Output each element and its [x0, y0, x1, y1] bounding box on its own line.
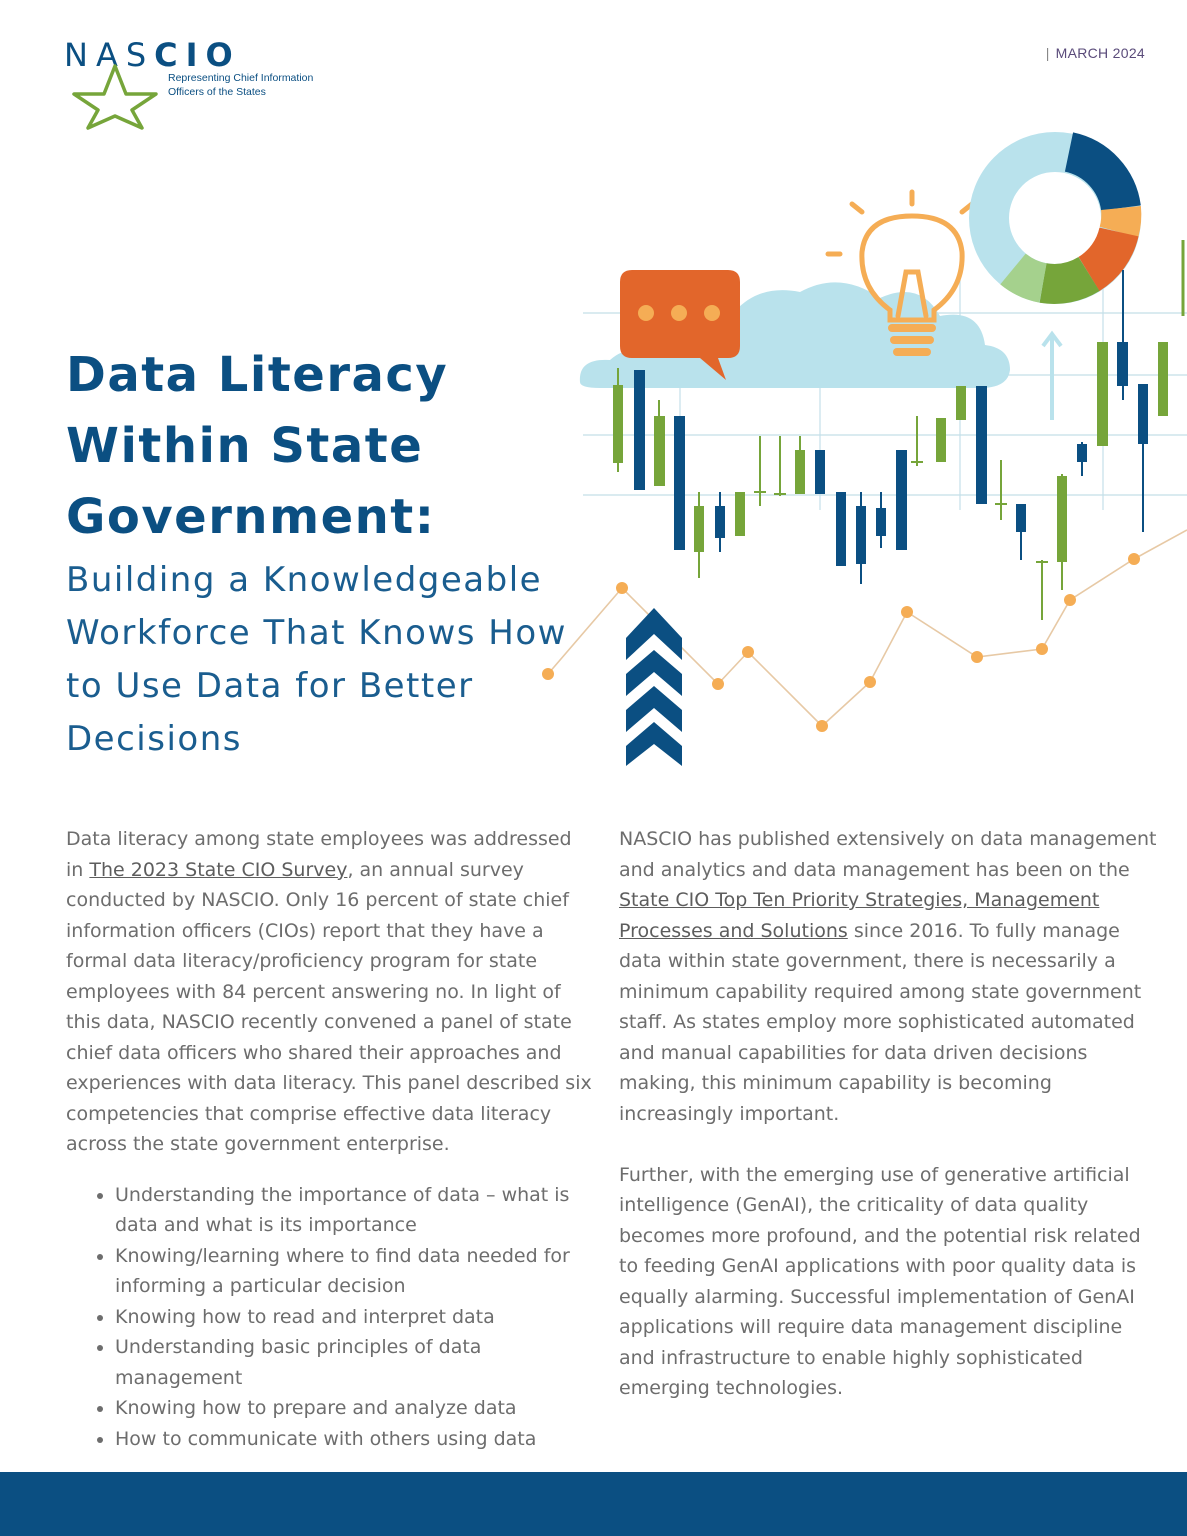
chevron-up-arrow-icon	[626, 608, 682, 766]
right-column	[619, 824, 1159, 1404]
nascio-logo	[62, 36, 342, 132]
list-item: • Knowing/learning where to find data needed for informing a particular decision	[115, 1241, 594, 1302]
left-column	[66, 824, 594, 1454]
page-title: Data Literacy Within State Government:	[66, 347, 449, 545]
star-icon	[70, 64, 160, 130]
date-separator: |	[1045, 45, 1050, 61]
up-arrow-icon	[1043, 334, 1061, 420]
list-item: • How to communicate with others using data	[115, 1424, 594, 1455]
competencies-list	[66, 1180, 594, 1455]
donut-chart-graphic	[989, 152, 1121, 284]
publication-date	[1046, 45, 1145, 61]
genai-paragraph: Further, with the emerging use of generative artificial intelligence (GenAI), the criticality of data quality becomes more profound, and the potential risk related to feeding GenAI applications with poor quality data is equally alarming. Successful implementation of GenAI applications will require data management discipline and infrastructure to enable highly sophisticated emerging technologies.	[619, 1163, 1141, 1399]
priorities-paragraph: NASCIO has published extensively on data management and analytics and data management has been on the State CIO Top Ten Priority Strategies, Management Processes and Solutions since 2016. To fully manage data within state government, there is necessarily a minimum capability required among state government staff. As states employ more sophisticated automated and manual capabilities for data driven decisions making, this minimum capability is becoming increasingly important.	[619, 828, 1157, 1125]
lightbulb-base	[888, 324, 936, 356]
list-item: • Understanding basic principles of data management	[115, 1332, 594, 1393]
data-illustration	[540, 120, 1187, 780]
page-subtitle: Building a Knowledgeable Workforce That Knows How to Use Data for Better Decisions	[66, 560, 567, 759]
intro-paragraph: Data literacy among state employees was addressed in The 2023 State CIO Survey, an annual survey conducted by NASCIO. Only 16 percent of state chief information officers (CIOs) report that they have a formal data literacy/proficiency program for state employees with 84 percent answering no. In light of this data, NASCIO recently convened a panel of state chief data officers who shared their approaches and experiences with data literacy. This panel described six competencies that comprise effective data literacy across the state government enterprise.	[66, 828, 592, 1155]
list-item: • Knowing how to read and interpret data	[115, 1302, 594, 1333]
logo-tagline: Representing Chief Information Officers of the States	[168, 72, 314, 98]
list-item: • Understanding the importance of data – what is data and what is its importance	[115, 1180, 594, 1241]
logo-wordmark: NASCIO	[64, 36, 241, 74]
top-ten-priorities-link[interactable]: State CIO Top Ten Priority Strategies, Management Processes and Solutions	[619, 889, 1100, 942]
list-item: • Knowing how to prepare and analyze data	[115, 1393, 594, 1424]
state-cio-survey-link[interactable]: The 2023 State CIO Survey	[89, 858, 348, 881]
footer-bar	[0, 1472, 1187, 1536]
date-text: MARCH 2024	[1055, 45, 1145, 61]
